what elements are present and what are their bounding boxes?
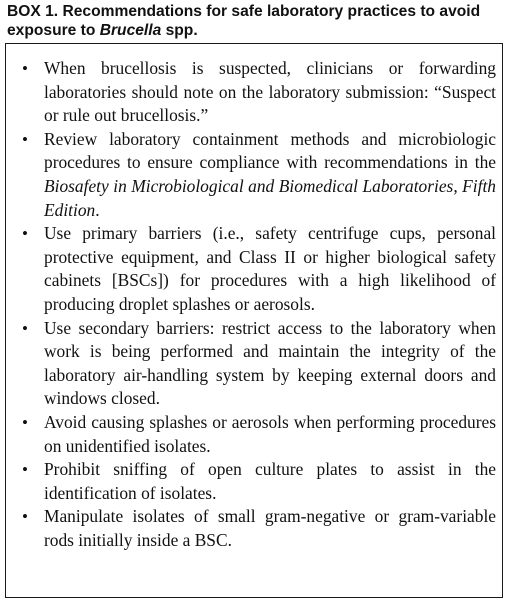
box-title-prefix: BOX 1. Recommendations for safe laboratory practices to avoid exposure to (7, 3, 481, 39)
recommendation-text: Manipulate isolates of small gram-negative or gram-variable rods initially inside a BSC. (44, 506, 496, 550)
recommendation-item (18, 505, 496, 552)
box-title (7, 2, 507, 40)
box-title-suffix: spp. (161, 22, 198, 39)
recommendation-item (18, 458, 496, 505)
recommendation-item (18, 222, 496, 316)
bullet-icon: • (22, 318, 28, 338)
recommendation-text-end: . (95, 199, 100, 220)
recommendation-item (18, 128, 496, 222)
bullet-icon: • (22, 129, 28, 149)
recommendation-text: Use primary barriers (i.e., safety centrifuge cups, personal protective equipment, and Class II or higher biological safety cabinets [BSCs]) for procedures with a high likelihood of producing droplet splashes or aerosols. (44, 223, 496, 314)
bullet-icon: • (22, 224, 28, 244)
recommendation-reference-title: Biosafety in Microbiological and Biomedical Laboratories, Fifth Edition (44, 175, 496, 220)
bullet-icon: • (22, 412, 28, 432)
recommendation-text: Review laboratory containment methods and microbiologic procedures to ensure compliance with recommendations in the (44, 128, 496, 173)
recommendation-item (18, 411, 496, 458)
recommendation-item (18, 317, 496, 411)
box-title-organism: Brucella (99, 22, 162, 39)
bullet-icon: • (22, 460, 28, 480)
recommendation-item (18, 57, 496, 128)
recommendation-text: When brucellosis is suspected, clinicians or forwarding laboratories should note on the laboratory submission: “Suspect or rule out brucellosis.” (44, 58, 496, 126)
recommendation-text: Avoid causing splashes or aerosols when performing procedures on unidentified isolates. (44, 411, 496, 456)
recommendations-list (18, 57, 496, 552)
bullet-icon: • (22, 59, 28, 78)
recommendation-text: Prohibit sniffing of open culture plates to assist in the identification of isolates. (44, 459, 496, 503)
recommendation-text: Use secondary barriers: restrict access to the laboratory when work is being performed and maintain the integrity of the laboratory air-handling system by keeping external doors and windows closed. (44, 317, 496, 409)
bullet-icon: • (22, 507, 28, 527)
